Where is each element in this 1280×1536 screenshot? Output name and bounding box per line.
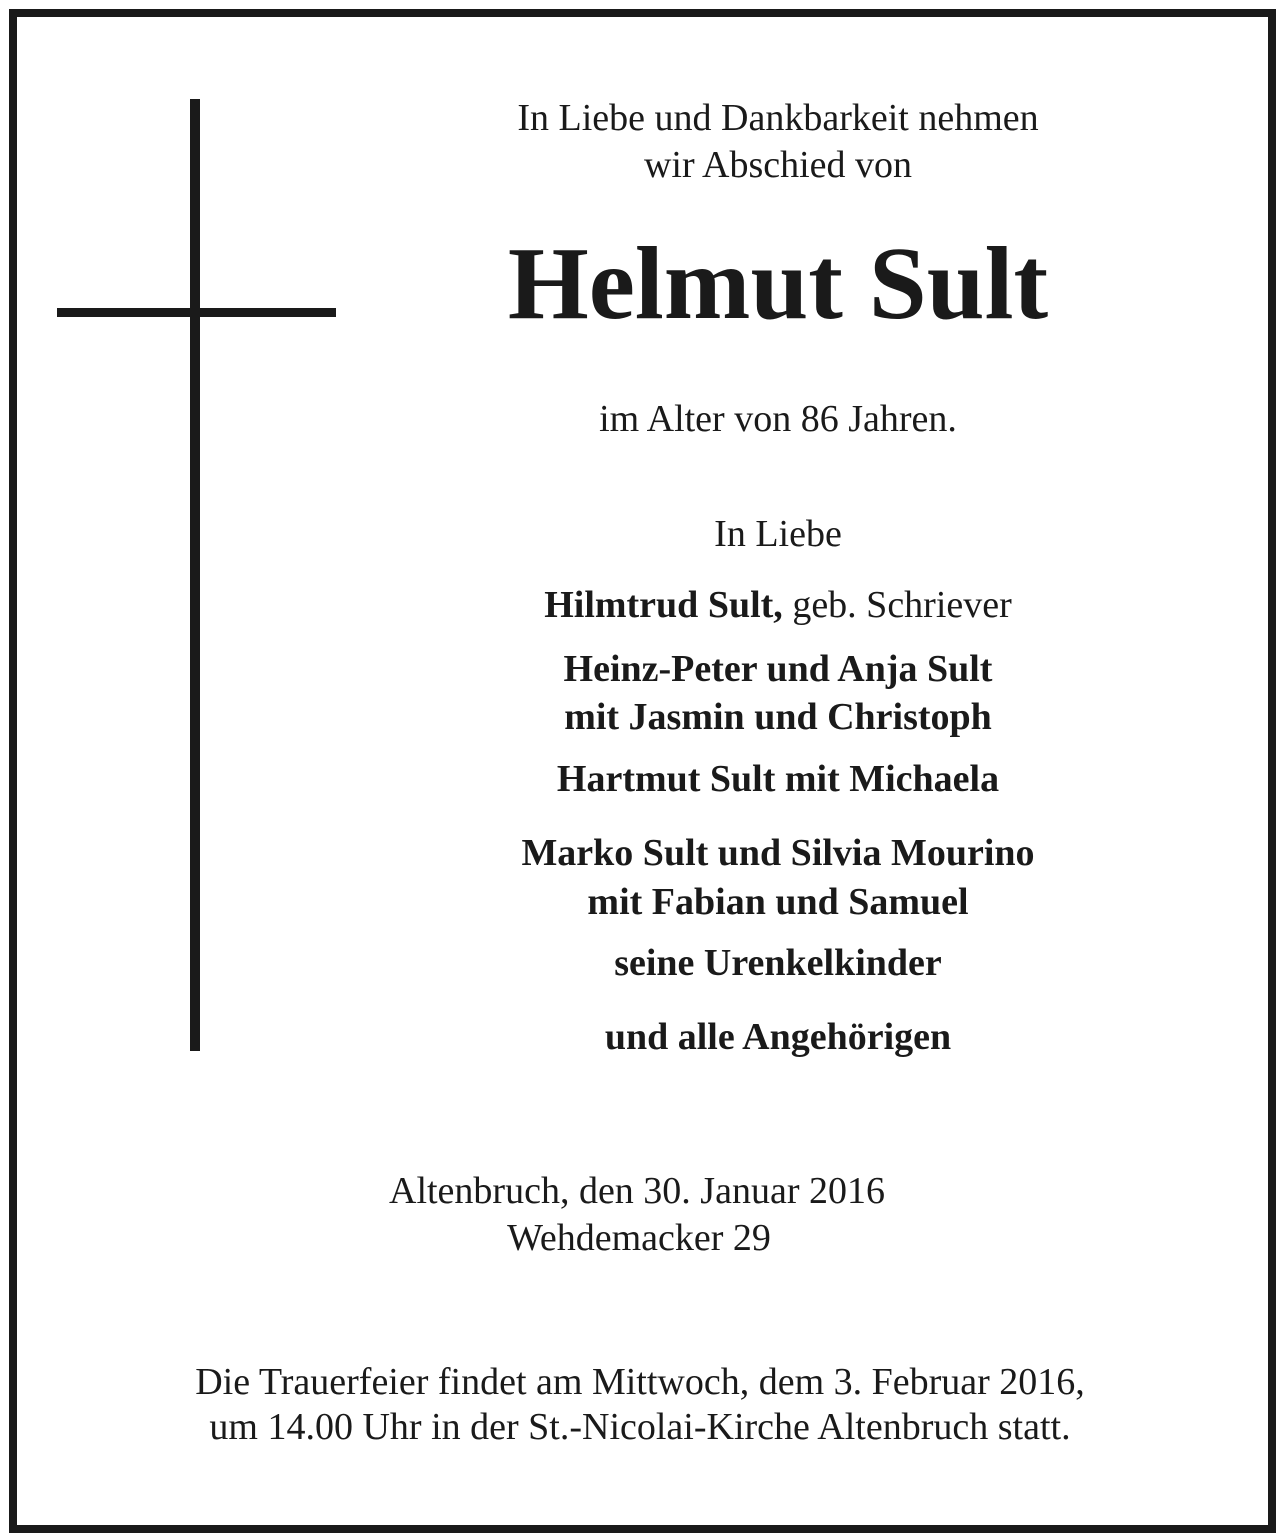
ceremony-line-2: um 14.00 Uhr in der St.-Nicolai-Kirche Altenbruch statt. (209, 1406, 1071, 1448)
relatives-line: und alle Angehörigen (604, 1016, 952, 1058)
family-3-line-1: Marko Sult und Silvia Mourino (521, 832, 1035, 874)
mourners-heading: In Liebe (714, 513, 842, 555)
age-line: im Alter von 86 Jahren. (599, 398, 957, 440)
great-grandchildren-line: seine Urenkelkinder (614, 942, 942, 984)
spouse-maiden-name: geb. Schriever (782, 584, 1012, 626)
ceremony-line-1: Die Trauerfeier findet am Mittwoch, dem 3. Februar 2016, (195, 1361, 1085, 1403)
intro-line-2: wir Abschied von (643, 144, 913, 186)
place-date-line (0, 1172, 1279, 1210)
family-1-line-2: mit Jasmin und Christoph (564, 696, 992, 738)
address-line (0, 1219, 1280, 1257)
deceased-name: Helmut Sult (507, 226, 1049, 341)
cross-icon (190, 99, 200, 1051)
intro-line-1: In Liebe und Dankbarkeit nehmen (517, 97, 1039, 139)
family-3-line-2: mit Fabian und Samuel (587, 881, 969, 923)
family-2-line: Hartmut Sult mit Michaela (556, 758, 1000, 800)
spouse-name: Hilmtrud Sult, (544, 584, 783, 626)
place-date-text: Altenbruch, den 30. Januar 2016 (389, 1170, 885, 1212)
obituary-main-text (278, 0, 1278, 1100)
family-1-line-1: Heinz-Peter und Anja Sult (563, 648, 993, 690)
address-text: Wehdemacker 29 (507, 1217, 771, 1259)
spouse-line (278, 586, 1278, 624)
